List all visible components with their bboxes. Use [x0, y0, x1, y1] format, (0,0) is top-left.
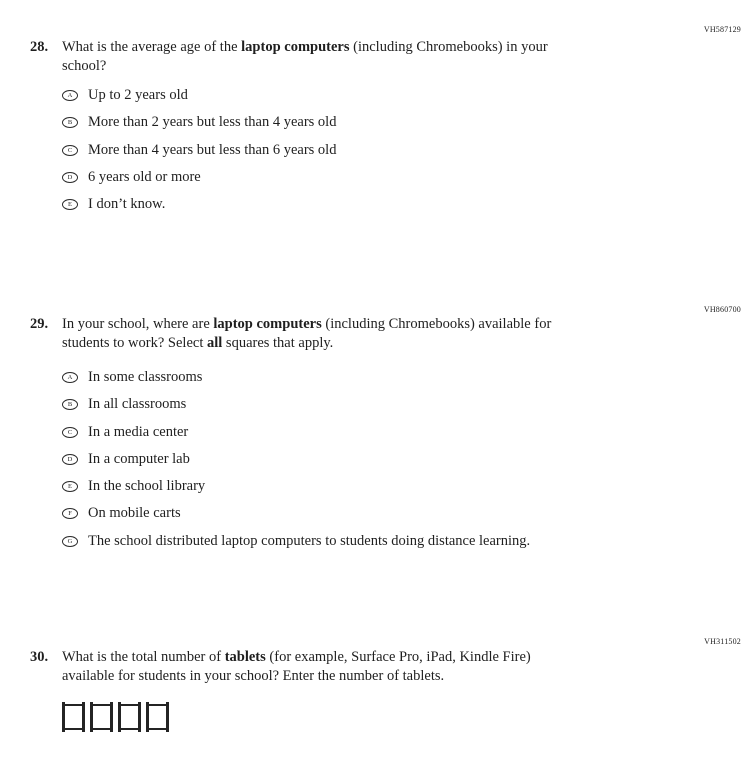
answer-bubble-icon[interactable]: B [62, 117, 78, 128]
option-label: On mobile carts [88, 505, 181, 522]
question-28-line1-bold: laptop computers [241, 39, 350, 55]
digit-entry-box-3[interactable] [118, 702, 141, 732]
option-row[interactable] [62, 195, 702, 214]
question-29-line2-bold: all [206, 335, 223, 351]
question-28-options [62, 86, 702, 214]
answer-bubble-icon[interactable]: F [62, 508, 78, 519]
question-30-text [62, 648, 702, 686]
number-entry-boxes [62, 702, 702, 732]
option-label: I don’t know. [88, 196, 166, 213]
option-row[interactable] [62, 141, 702, 160]
option-label: In the school library [88, 478, 206, 495]
option-label: In all classrooms [88, 396, 187, 413]
question-28-line1-post: (including Chromebooks) in your [349, 39, 548, 55]
option-row[interactable] [62, 423, 702, 442]
question-28 [30, 38, 702, 222]
answer-bubble-icon[interactable]: D [62, 454, 78, 465]
option-row[interactable] [62, 477, 702, 496]
option-label: Up to 2 years old [88, 87, 188, 103]
option-label: In a computer lab [88, 450, 190, 467]
question-30-line2: available for students in your school? Enter the number of tablets. [62, 668, 445, 684]
option-row[interactable] [62, 368, 702, 387]
question-29 [30, 315, 702, 559]
question-code-28: VH587129 [703, 25, 741, 34]
answer-bubble-icon[interactable]: A [62, 90, 78, 101]
question-30-line1-bold: tablets [224, 649, 266, 665]
question-29-number: 29. [30, 316, 49, 332]
digit-entry-box-4[interactable] [146, 702, 169, 732]
option-label: The school distributed laptop computers to students doing distance learning. [88, 532, 531, 549]
option-label: In a media center [88, 423, 189, 440]
option-label: More than 4 years but less than 6 years old [88, 141, 337, 158]
answer-bubble-icon[interactable]: E [62, 481, 78, 492]
option-label: In some classrooms [88, 369, 203, 385]
question-28-line1: What is the average age of the [62, 39, 242, 55]
question-29-line1: In your school, where are [62, 316, 214, 332]
question-30 [30, 648, 702, 732]
answer-bubble-icon[interactable]: A [62, 372, 78, 383]
question-29-line2-post: squares that apply. [222, 335, 334, 351]
answer-bubble-icon[interactable]: E [62, 199, 78, 210]
option-row[interactable] [62, 113, 702, 132]
digit-entry-box-1[interactable] [62, 702, 85, 732]
question-28-number: 28. [30, 39, 49, 55]
answer-bubble-icon[interactable]: G [62, 536, 78, 547]
option-row[interactable] [62, 86, 702, 105]
option-row[interactable] [62, 168, 702, 187]
answer-bubble-icon[interactable]: D [62, 172, 78, 183]
question-code-29: VH860700 [703, 305, 741, 314]
question-29-line2: students to work? Select [62, 335, 207, 351]
question-29-line1-bold: laptop computers [213, 316, 322, 332]
option-row[interactable] [62, 532, 702, 551]
option-label: 6 years old or more [88, 168, 201, 185]
question-29-line1-post: (including Chromebooks) available for [321, 316, 552, 332]
question-30-number: 30. [30, 649, 49, 665]
option-row[interactable] [62, 395, 702, 414]
option-label: More than 2 years but less than 4 years old [88, 114, 337, 131]
answer-bubble-icon[interactable]: B [62, 399, 78, 410]
option-row[interactable] [62, 450, 702, 469]
question-28-line2-post: school? [62, 58, 107, 74]
question-29-options [62, 368, 702, 551]
option-row[interactable] [62, 504, 702, 523]
question-30-line1-post: (for example, Surface Pro, iPad, Kindle Fire) [265, 649, 531, 665]
question-29-text [62, 315, 702, 353]
question-30-line1: What is the total number of [62, 649, 225, 665]
answer-bubble-icon[interactable]: C [62, 427, 78, 438]
answer-bubble-icon[interactable]: C [62, 145, 78, 156]
question-code-30: VH311502 [704, 637, 741, 646]
question-28-text [62, 38, 702, 76]
digit-entry-box-2[interactable] [90, 702, 113, 732]
